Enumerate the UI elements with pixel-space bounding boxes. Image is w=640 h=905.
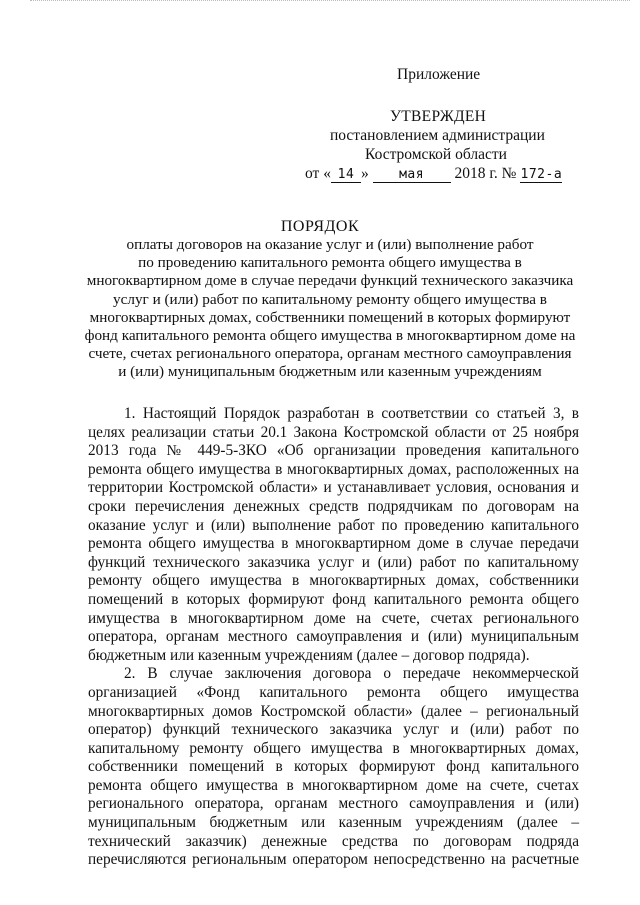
subtitle-line: по проведению капитального ремонта общего имущества в xyxy=(138,254,522,272)
paragraph-2-line: 2. В случае заключения договора о передаче некоммерческой xyxy=(124,665,579,683)
subtitle-line: услуг и (или) работ по капитальному ремонту общего имущества в xyxy=(113,290,547,308)
paragraph-2-line: перечисляются региональным оператором непосредственно на расчетные xyxy=(88,851,579,869)
subtitle-line: оплаты договоров на оказание услуг и (или) выполнение работ xyxy=(126,236,534,253)
document-subtitle xyxy=(0,236,640,382)
paragraph-1-line: оператора, органам местного самоуправления и (или) муниципальным xyxy=(88,628,579,646)
paragraph-1-line: 1. Настоящий Порядок разработан в соответствии со статьей 3, в xyxy=(124,405,579,422)
paragraph-1-line: помещений в которых формируют фонд капитального ремонта общего xyxy=(88,590,579,608)
paragraph-1-line: 2013 года № 449-5-ЗКО «Об организации проведения капитального xyxy=(88,442,579,460)
paragraph-2-line: собственники помещений в которых формируют фонд капитального xyxy=(88,758,579,776)
paragraph-1-line: ремонта общего имущества в многоквартирном доме в случае передачи xyxy=(88,535,579,553)
paragraph-1-line: территории Костромской области» и устанавливает условия, основания и xyxy=(88,479,579,497)
subtitle-line: и (или) муниципальным бюджетным или казенным учреждениям xyxy=(118,363,542,381)
paragraph-2-line: многоквартирных домов Костромской области» (далее – региональный xyxy=(88,702,579,720)
region-line: Костромской области xyxy=(365,146,507,163)
document-title: ПОРЯДОК xyxy=(280,218,360,235)
paragraph-1-line: бюджетным или казенным учреждениям (далее – договор подряда). xyxy=(88,646,530,664)
date-year: 2018 г. № xyxy=(454,165,517,182)
paragraph-2-line: капитальному ремонту общего имущества в многоквартирных домах, xyxy=(88,739,579,757)
paragraph-2-line: регионального оператора, органам местного самоуправления и (или) xyxy=(88,795,579,813)
paragraph-1-line: сроки перечисления денежных средств подрядчикам по договорам на xyxy=(88,497,579,515)
subtitle-line: счете, счетах регионального оператора, органам местного самоуправления xyxy=(88,345,572,363)
paragraph-2-line: технический заказчик) денежные средства по договорам подряда xyxy=(88,832,579,850)
approved-label: УТВЕРЖДЕН xyxy=(390,108,487,125)
paragraph-1-line: ремонта общего имущества в многоквартирных домах, расположенных на xyxy=(88,460,579,478)
paragraph-1-line: целях реализации статьи 20.1 Закона Костромской области от 25 ноября xyxy=(88,423,579,441)
document-number: 172-а xyxy=(520,167,563,182)
subtitle-line: фонд капитального ремонта общего имущества в многоквартирном доме на xyxy=(84,327,576,345)
approved-by-line: постановлением администрации xyxy=(330,127,545,144)
subtitle-line: многоквартирных домах, собственники помещений в которых формируют xyxy=(89,308,571,326)
paragraph-2-line: муниципальным бюджетным или казенным учреждениям (далее – xyxy=(88,814,579,832)
paragraph-1-line: функций технического заказчика услуг и (или) работ по капитальному xyxy=(88,553,579,571)
document-body xyxy=(88,405,579,870)
scan-artifact-line xyxy=(30,0,630,4)
paragraph-2-line: организацией «Фонд капитального ремонта общего имущества xyxy=(88,683,579,701)
date-day: 14 xyxy=(331,167,361,183)
approval-date-line xyxy=(305,165,562,183)
date-mid: » xyxy=(360,165,369,182)
paragraph-1-line: оказание услуг и (или) выполнение работ по проведению капитального xyxy=(88,516,579,534)
subtitle-line: многоквартирном доме в случае передачи функций технического заказчика xyxy=(86,272,574,290)
paragraph-2-line: оператор) функций технического заказчика услуг и (или) работ по xyxy=(88,721,579,739)
appendix-label: Приложение xyxy=(397,66,481,83)
date-prefix: от « xyxy=(305,165,331,182)
paragraph-2-line: ремонта общего имущества в многоквартирном доме на счете, счетах xyxy=(88,776,579,794)
date-month: мая xyxy=(373,167,451,183)
paragraph-1-line: имущества в многоквартирном доме на счете, счетах регионального xyxy=(88,609,579,627)
paragraph-1-line: ремонту общего имущества в многоквартирных домах, собственники xyxy=(88,572,579,590)
